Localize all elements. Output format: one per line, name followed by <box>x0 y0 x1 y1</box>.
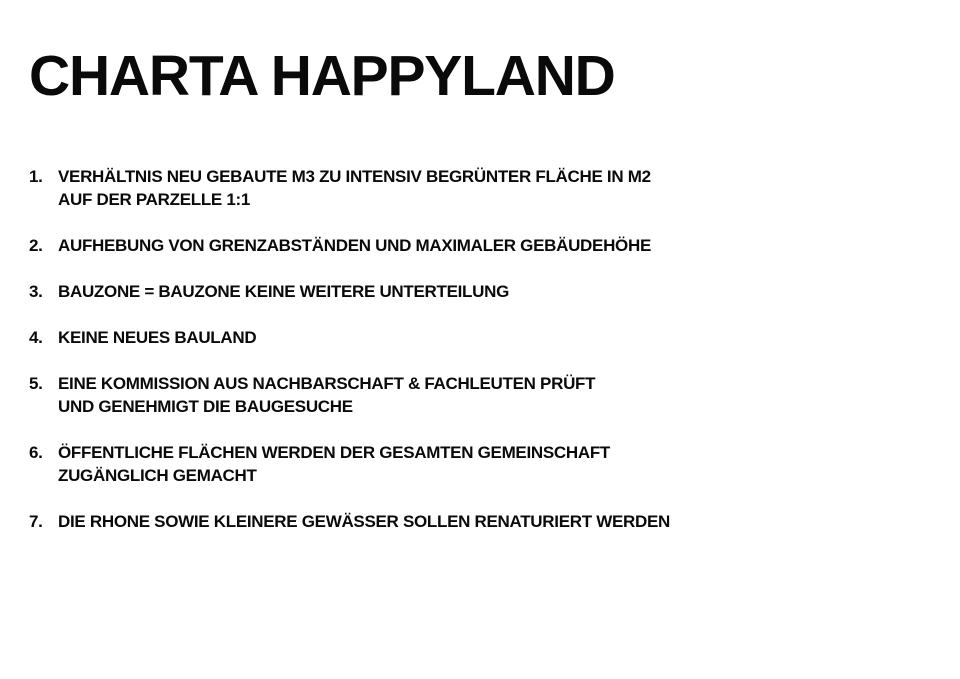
item-number: 7. <box>29 512 43 531</box>
charter-item-7 <box>29 510 929 533</box>
item-text <box>58 326 256 349</box>
item-number: 2. <box>29 236 43 255</box>
item-text-line: AUFHEBUNG VON GRENZABSTÄNDEN UND MAXIMALER GEBÄUDEHÖHE <box>58 236 651 255</box>
item-number: 4. <box>29 328 43 347</box>
charter-item-6 <box>29 441 929 487</box>
item-text-line: BAUZONE = BAUZONE KEINE WEITERE UNTERTEILUNG <box>58 282 510 301</box>
item-text-line: AUF DER PARZELLE 1:1 <box>58 190 251 209</box>
charter-item-4 <box>29 326 929 349</box>
item-text <box>58 441 610 487</box>
item-text-line: ZUGÄNGLICH GEMACHT <box>58 466 257 485</box>
item-number: 3. <box>29 282 43 301</box>
item-text-line: EINE KOMMISSION AUS NACHBARSCHAFT & FACHLEUTEN PRÜFT <box>58 374 596 393</box>
item-number: 6. <box>29 443 43 462</box>
charter-list <box>29 165 929 556</box>
item-text <box>58 372 595 418</box>
item-text <box>58 165 651 211</box>
item-text-line: ÖFFENTLICHE FLÄCHEN WERDEN DER GESAMTEN GEMEINSCHAFT <box>58 443 611 462</box>
item-text-line: UND GENEHMIGT DIE BAUGESUCHE <box>58 397 353 416</box>
item-text-line: VERHÄLTNIS NEU GEBAUTE M3 ZU INTENSIV BEGRÜNTER FLÄCHE IN M2 <box>58 167 651 186</box>
item-text-line: KEINE NEUES BAULAND <box>58 328 257 347</box>
item-text <box>58 234 651 257</box>
item-text-line: DIE RHONE SOWIE KLEINERE GEWÄSSER SOLLEN RENATURIERT WERDEN <box>58 512 670 531</box>
charter-item-3 <box>29 280 929 303</box>
item-text <box>58 510 670 533</box>
charter-item-1 <box>29 165 929 211</box>
charter-item-2 <box>29 234 929 257</box>
item-text <box>58 280 509 303</box>
item-number: 5. <box>29 374 43 393</box>
document-title: CHARTA HAPPYLAND <box>29 44 615 108</box>
item-number: 1. <box>29 167 43 186</box>
charter-item-5 <box>29 372 929 418</box>
